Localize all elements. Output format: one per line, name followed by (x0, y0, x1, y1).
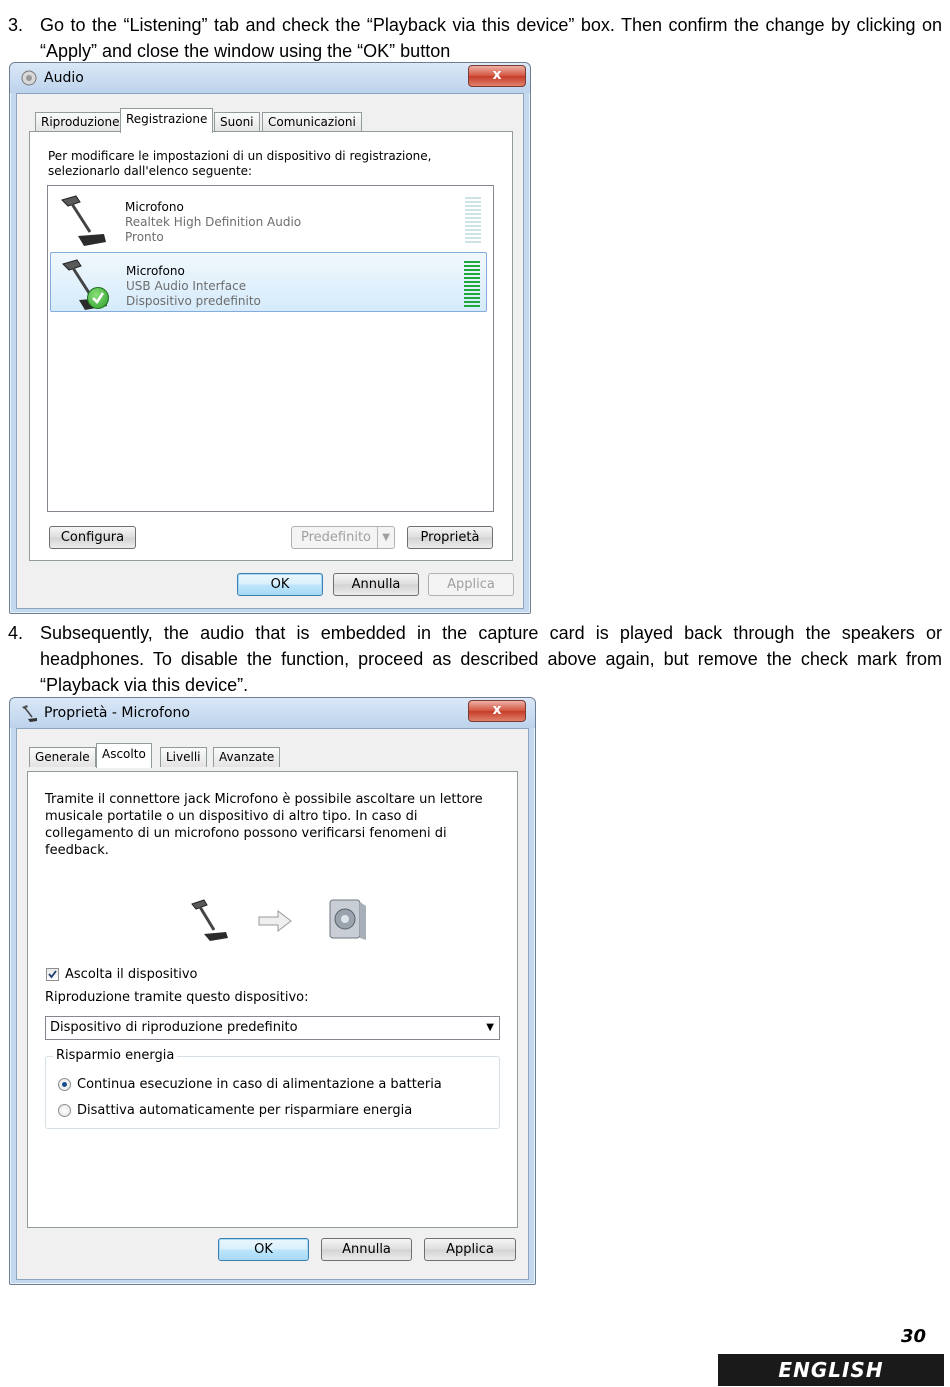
playback-label: Riproduzione tramite questo dispositivo: (45, 990, 309, 1005)
power-saving-label: Risparmio energia (53, 1048, 177, 1063)
apply-button[interactable]: Applica (428, 573, 514, 596)
ok-button[interactable]: OK (218, 1238, 309, 1261)
microphone-icon (20, 704, 38, 722)
playback-device-value: Dispositivo di riproduzione predefinito (50, 1020, 298, 1035)
dialog-client (16, 93, 524, 609)
device-description: Realtek High Definition Audio (125, 215, 302, 229)
language-label: ENGLISH (718, 1354, 944, 1386)
microphone-properties-dialog (9, 697, 536, 1285)
tab-ascolto[interactable]: Ascolto (96, 743, 152, 768)
set-default-label: Predefinito (301, 530, 372, 545)
dialog-title: Audio (44, 70, 84, 86)
description-text: Tramite il connettore jack Microfono è possibile ascoltare un lettore musicale portatile o un dispositivo di altro tipo. In caso di collegamento di un microfono possono verificarsi fenomeni di feedback. (45, 792, 483, 858)
tab-riproduzione[interactable]: Riproduzione (35, 112, 126, 132)
properties-button[interactable]: Proprietà (407, 526, 493, 549)
tab-comunicazioni[interactable]: Comunicazioni (262, 112, 362, 132)
tab-generale[interactable]: Generale (29, 747, 96, 767)
set-default-button[interactable] (291, 526, 395, 549)
microphone-icon (188, 898, 230, 942)
default-check-icon (87, 287, 109, 309)
playback-device-select[interactable] (45, 1016, 500, 1040)
page-number: 30 (900, 1326, 926, 1347)
device-name: Microfono (125, 200, 184, 214)
device-description: USB Audio Interface (126, 279, 247, 293)
list-item-selected[interactable] (50, 252, 487, 312)
radio-label[interactable]: Continua esecuzione in caso di alimentazione a batteria (77, 1077, 442, 1092)
tab-panel (27, 771, 518, 1228)
step-number: 3. (8, 15, 24, 35)
apply-button[interactable]: Applica (424, 1238, 516, 1261)
radio-auto-disable[interactable] (58, 1104, 71, 1117)
arrow-right-icon (258, 910, 292, 932)
title-bar (10, 63, 530, 93)
instruction-text: Per modificare le impostazioni di un dispositivo di registrazione, selezionarlo dall'elenco seguente: (48, 149, 432, 178)
listen-checkbox[interactable] (46, 968, 59, 981)
tab-suoni[interactable]: Suoni (214, 112, 260, 132)
device-status: Dispositivo predefinito (126, 294, 261, 308)
close-button[interactable]: x (468, 700, 526, 722)
level-meter (465, 197, 481, 245)
speaker-icon (328, 898, 368, 942)
tab-panel (29, 131, 513, 561)
dropdown-arrow-icon[interactable]: ▼ (377, 527, 390, 548)
listen-checkbox-label[interactable]: Ascolta il dispositivo (65, 967, 198, 982)
tab-registrazione[interactable]: Registrazione (120, 108, 213, 133)
step-3 (8, 12, 942, 64)
power-saving-group (45, 1056, 500, 1129)
audio-dialog (9, 62, 531, 614)
dropdown-arrow-icon[interactable]: ▼ (486, 1022, 494, 1033)
step-text: Go to the “Listening” tab and check the “Playback via this device” box. Then confirm the change by clicking on “Apply” and close the window using the “OK” button (40, 15, 942, 61)
configure-button[interactable]: Configura (49, 526, 136, 549)
radio-label[interactable]: Disattiva automaticamente per risparmiare energia (77, 1103, 413, 1118)
step-text: Subsequently, the audio that is embedded in the capture card is played back through the speakers or headphones. To disable the function, proceed as described above again, but remove the check mark from “Playback via this device”. (40, 623, 942, 695)
dialog-title: Proprietà - Microfono (44, 705, 190, 721)
title-bar (10, 698, 535, 728)
ok-button[interactable]: OK (237, 573, 323, 596)
dialog-client (16, 728, 529, 1280)
cancel-button[interactable]: Annulla (333, 573, 419, 596)
device-list[interactable] (47, 185, 494, 512)
device-name: Microfono (126, 264, 185, 278)
step-4 (8, 620, 942, 698)
cancel-button[interactable]: Annulla (321, 1238, 412, 1261)
list-item[interactable] (50, 189, 487, 249)
close-button[interactable]: x (468, 65, 526, 87)
speaker-icon (20, 69, 38, 87)
microphone-icon (54, 192, 110, 248)
device-status: Pronto (125, 230, 164, 244)
level-meter (464, 261, 480, 309)
radio-continue-on-battery[interactable] (58, 1078, 71, 1091)
tab-avanzate[interactable]: Avanzate (213, 747, 280, 767)
step-number: 4. (8, 623, 24, 643)
tab-livelli[interactable]: Livelli (160, 747, 207, 767)
